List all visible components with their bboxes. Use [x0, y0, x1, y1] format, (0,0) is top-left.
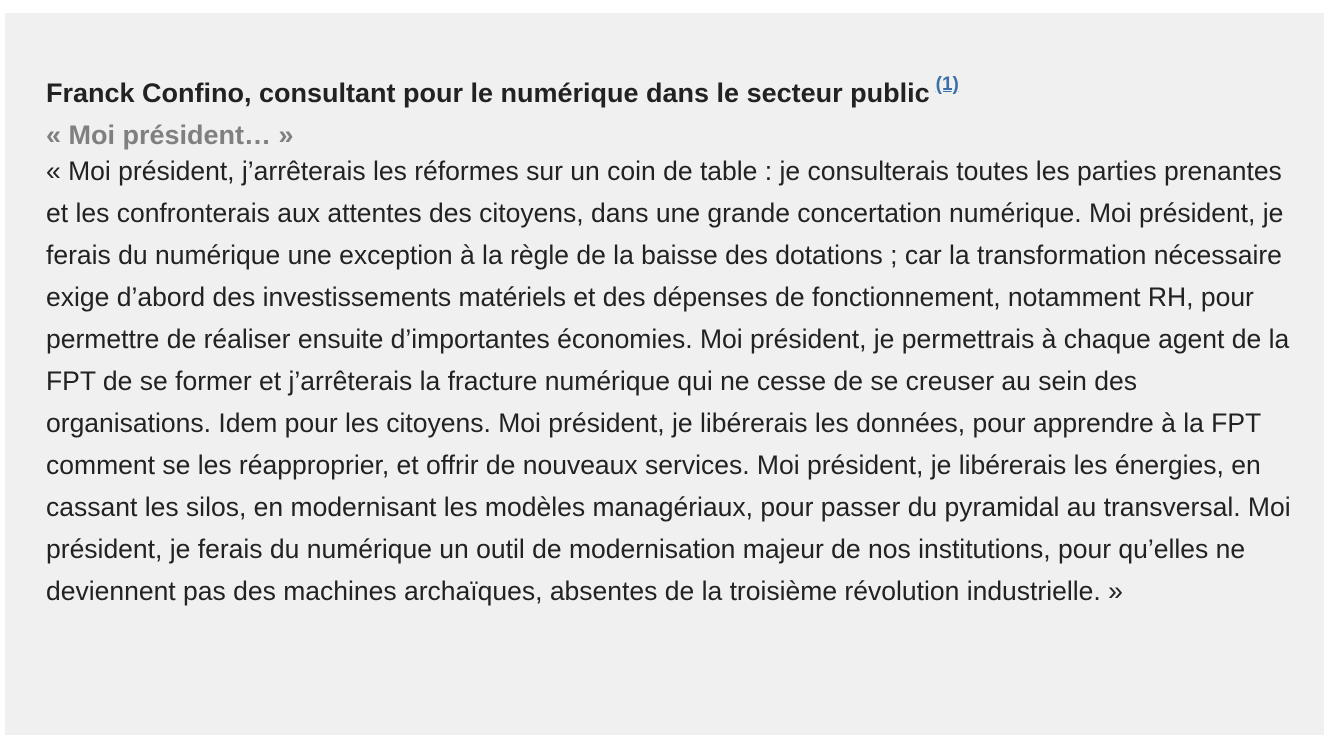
author-heading — [46, 70, 1304, 108]
author-name-role: Franck Confino, consultant pour le numérique dans le secteur public — [46, 78, 930, 108]
quote-box — [5, 13, 1324, 735]
footnote-link[interactable]: (1) — [935, 74, 959, 95]
quote-body: « Moi président, j’arrêterais les réformes sur un coin de table : je consulterais toutes les parties prenantes et les confronterais aux attentes des citoyens, dans une grande concertation numérique. Moi président, je ferais du numérique une exception à la règle de la baisse des dotations ; car la transformation nécessaire exige d’abord des investissements matériels et des dépenses de fonctionnement, notamment RH, pour permettre de réaliser ensuite d’importantes économies. Moi président, je permettrais à chaque agent de la FPT de se former et j’arrêterais la fracture numérique qui ne cesse de se creuser au sein des organisations. Idem pour les citoyens. Moi président, je libérerais les données, pour apprendre à la FPT comment se les réapproprier, et offrir de nouveaux services. Moi président, je libérerais les énergies, en cassant les silos, en modernisant les modèles managériaux, pour passer du pyramidal au transversal. Moi président, je ferais du numérique un outil de modernisation majeur de nos institutions, pour qu’elles ne deviennent pas des machines archaïques, absentes de la troisième révolution industrielle. » — [46, 156, 1291, 606]
quote-title: « Moi président… » — [46, 120, 294, 150]
